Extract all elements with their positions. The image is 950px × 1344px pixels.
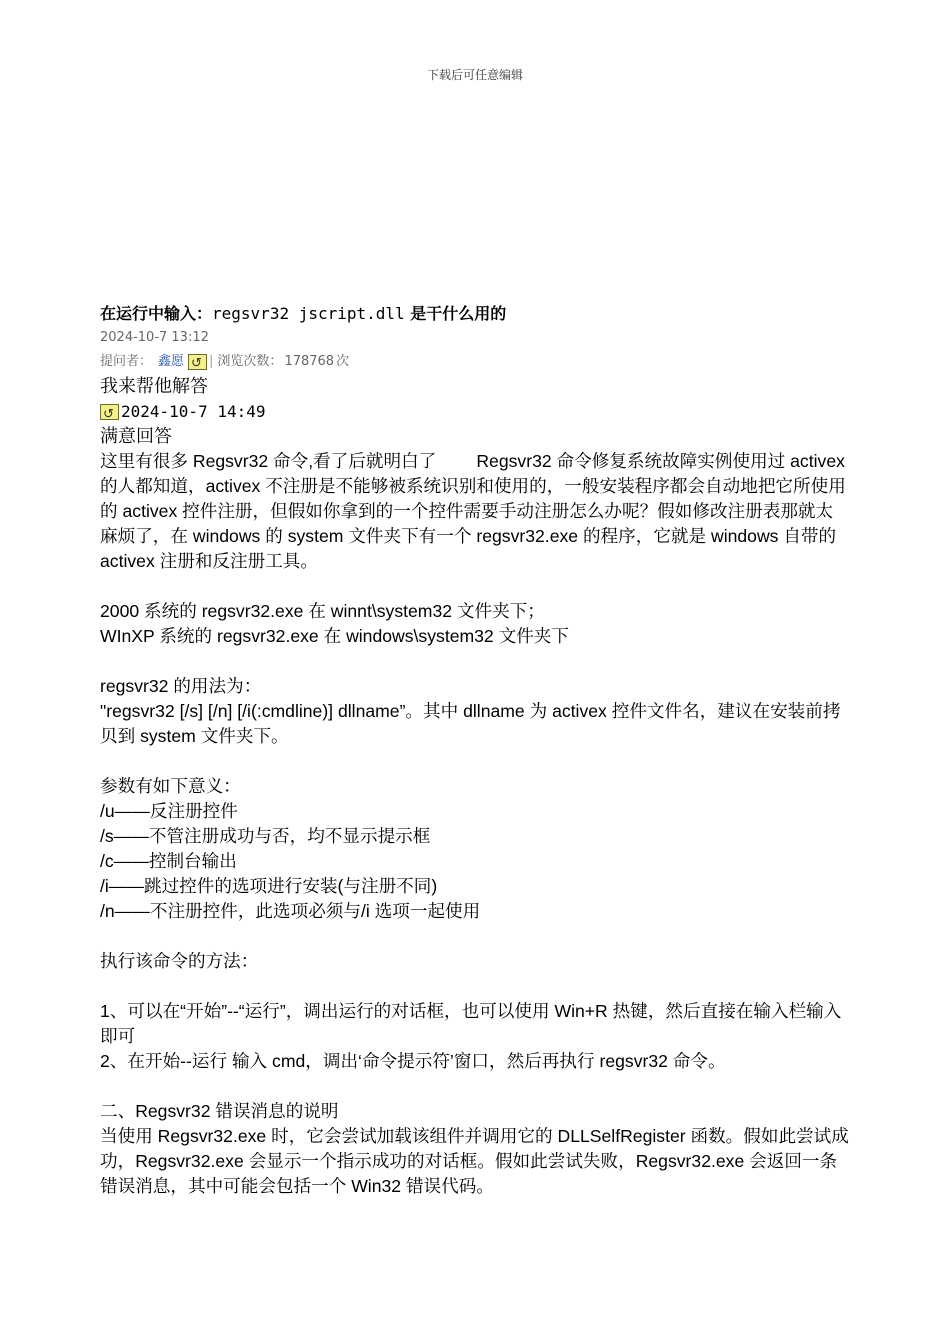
answer-time-row [100, 399, 850, 424]
question-meta [100, 350, 850, 374]
views-label: 浏览次数： [217, 354, 283, 369]
user-badge-icon [188, 354, 207, 370]
method-2: 2、在开始--运行 输入 cmd，调出‘命令提示符’窗口，然后再执行 regsvr32 命令。 [100, 1051, 726, 1071]
asker-label: 提问者： [100, 354, 153, 369]
satisfied-answer-label: 满意回答 [100, 426, 172, 447]
answer-body [100, 449, 850, 1199]
views-count: 178768 [284, 354, 335, 369]
question-title-command: regsvr32 jscript.dll [212, 304, 405, 323]
intro-paragraph: 这里有很多 Regsvr32 命令,看了后就明白了 Regsvr32 命令修复系统故障实例使用过 activex 的人都知道，activex 不注册是不能够被系统识别和使用的，一般安装程序都会自动地把它所使用的 activex 控件注册，但假如你拿到的一个控件需要手动注册怎么办呢？假如修改注册表那就太麻烦了，在 windows 的 system 文件夹下有一个 regsvr32.exe 的程序，它就是 windows 自带的 activex 注册和反注册工具。 [100, 451, 846, 571]
help-answer-link[interactable]: 我来帮他解答 [100, 376, 208, 397]
question-asked-time: 2024-10-7 13:12 [100, 330, 209, 345]
params-heading: 参数有如下意义： [100, 776, 241, 796]
param-c: /c——控制台输出 [100, 851, 237, 871]
user-badge-icon [100, 404, 119, 420]
section2-heading: 二、Regsvr32 错误消息的说明 [100, 1101, 339, 1121]
usage-syntax: "regsvr32 [/s] [/n] [/i(:cmdline)] dllname”。其中 dllname 为 activex 控件文件名，建议在安装前拷贝到 system 文件夹下。 [100, 701, 841, 746]
asker-name-link[interactable]: 鑫愿 [158, 354, 185, 369]
system-path-2000: 2000 系统的 regsvr32.exe 在 winnt\system32 文件夹下； [100, 601, 545, 621]
method-heading: 执行该命令的方法： [100, 951, 259, 971]
param-s: /s——不管注册成功与否，均不显示提示框 [100, 826, 431, 846]
param-n: /n——不注册控件，此选项必须与/i 选项一起使用 [100, 901, 481, 921]
section2-text: 当使用 Regsvr32.exe 时，它会尝试加载该组件并调用它的 DLLSelfRegister 函数。假如此尝试成功，Regsvr32.exe 会显示一个指示成功的对话框。假如此尝试失败，Regsvr32.exe 会返回一条错误消息，其中可能会包括一个 Win32 错误代码。 [100, 1126, 849, 1196]
answer-time: 2024-10-7 14:49 [121, 402, 266, 421]
question-title-prefix: 在运行中输入： [100, 304, 213, 323]
method-1: 1、可以在“开始”--“运行”，调出运行的对话框，也可以使用 Win+R 热键，然后直接在输入栏输入即可 [100, 1001, 842, 1046]
question-title [100, 302, 850, 326]
question-title-suffix: 是干什么用的 [404, 304, 507, 323]
param-i: /i——跳过控件的选项进行安装(与注册不同) [100, 876, 438, 896]
system-path-xp: WInXP 系统的 regsvr32.exe 在 windows\system32 文件夹下 [100, 626, 569, 646]
meta-separator: | [209, 354, 214, 369]
param-u: /u——反注册控件 [100, 801, 238, 821]
usage-heading: regsvr32 的用法为： [100, 676, 262, 696]
document-content [100, 302, 850, 1199]
page-header-note: 下载后可任意编辑 [426, 68, 523, 82]
views-unit: 次 [336, 354, 350, 369]
